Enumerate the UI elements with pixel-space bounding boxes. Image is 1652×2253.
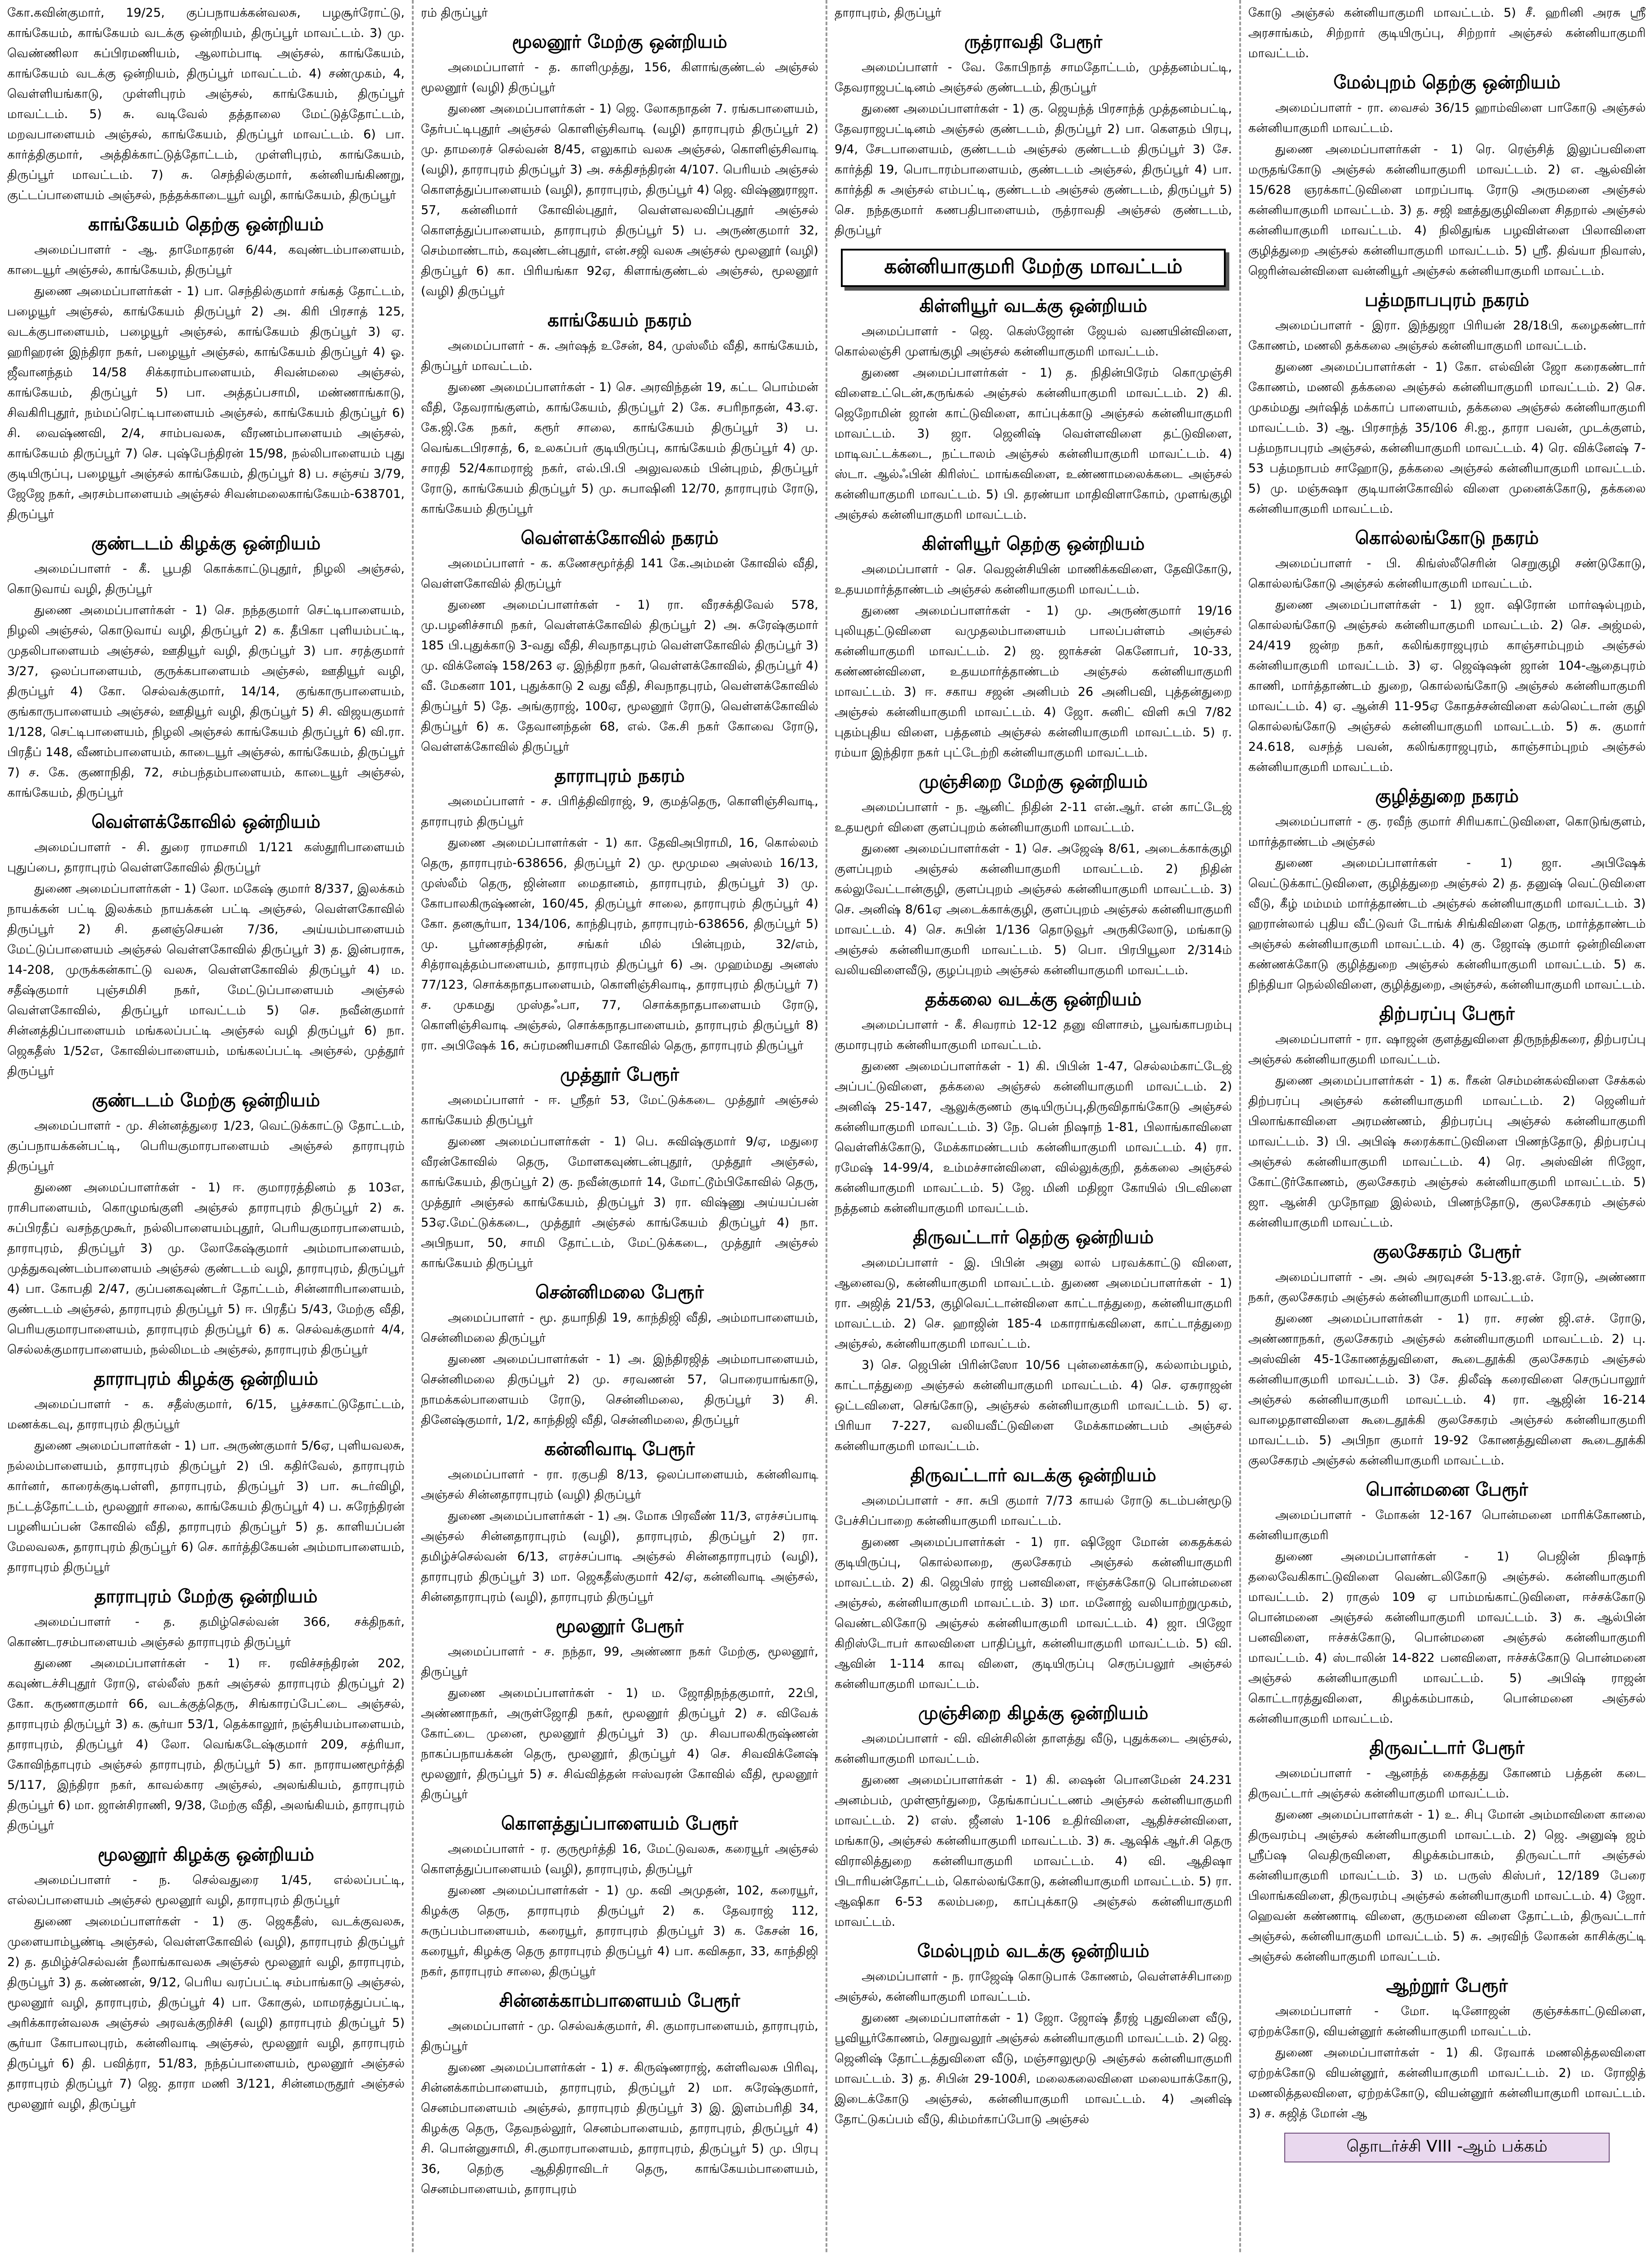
deputy-organizers-entry: துணை அமைப்பாளர்கள் - 1) ஜா. அபிஷேக் வெட்டுக்காட்டுவிளை, குழித்துறை அஞ்சல் 2) த. தனுஷ் வெட்டுவிளை வீடு, கீழ் மம்மம் மார்த்தாண்டம் அஞ்சல் கன்னியாகுமரி மாவட்டம். 3) ஹரான்லால் புதிய வீட்டுவர் டோங்க் சிங்கிவிளை தெரு, மார்த்தாண்டம் அஞ்சல் கன்னியாகுமரி மாவட்டம். 4) கு. ஜோஷ் குமார் ஒன்றிவிளை கண்ணக்கோடு குழித்துறை அஞ்சல் கன்னியாகுமரி மாவட்டம். 5) க. நிந்தியா நெல்லிவிளை, குழித்துறை, அஞ்சல், கன்னியாகுமரி மாவட்டம். <box>1248 856 1646 992</box>
section <box>835 31 1232 241</box>
deputy-organizers-entry: துணை அமைப்பாளர்கள் - 1) மு. அருண்குமார் 19/16 புலியுதட்டுவிளை வமுதலம்பாளையம் பாலப்பள்ளம் அஞ்சல் கன்னியாகுமரி மாவட்டம். 2) ஜ. ஜாக்சன் கெனோபர், 10-33, கண்ணன்விளை, உதயமார்த்தாண்டம் அஞ்சல் கன்னியாகுமரி மாவட்டம். 3) ஈ. சகாய சஜன் அனிபம் 26 அனிபவி, புத்தன்துறை அஞ்சல் கன்னியாகுமரி மாவட்டம். 4) ஜோ. சுனிட் விளி சுபி 7/82 புதம்புதிய விளை, பத்தனம் அஞ்சல் கன்னியாகுமரி மாவட்டம். 5) ர. ரம்யா இந்திரா நகர் புட்டேற்றி கன்னியாகுமரி மாவட்டம். <box>835 604 1232 760</box>
section-heading: பொன்மனை பேரூர் <box>1366 1479 1528 1500</box>
section-heading: குழித்துறை நகரம் <box>1375 786 1519 807</box>
section <box>835 989 1232 1218</box>
section <box>7 1090 405 1360</box>
deputy-organizers-entry: துணை அமைப்பாளர்கள் - 1) க. ரீகன் செம்மன்கல்விளை சேக்கல் திற்பரப்பு அஞ்சல் கன்னியாகுமரி மாவட்டம். 2) ஜெனியர் பிலாங்காவிளை அரமண்ணம், திற்பரப்பு அஞ்சல் கன்னியாகுமரி மாவட்டம். 3) பி. அபிஷ் சுரைக்காட்டுவிளை பிணந்தோடு, திற்பரப்பு அஞ்சல் கன்னியாகுமரி மாவட்டம். 4) ரெ. அஸ்வின் ரிஜோ, கோட்டூர்கோணம், குலசேகரம் அஞ்சல் கன்னியாகுமரி மாவட்டம். 5) ஜா. ஆன்சி முநோஹ இல்லம், பிணந்தோடு, குலசேகரம் அஞ்சல் கன்னியாகுமரி மாவட்டம். <box>1248 1074 1646 1230</box>
section <box>1248 1737 1646 1967</box>
organizer-entry: அமைப்பாளர் - த. தமிழ்செல்வன் 366, சக்திநகர், கொண்டரசம்பாளையம் அஞ்சல் தாராபுரம் திருப்பூர் <box>7 1615 405 1649</box>
section <box>1248 527 1646 777</box>
organizer-entry: அமைப்பாளர் - க. சதீஸ்குமார், 6/15, பூச்சகாட்டுதோட்டம், மணக்கடவு, தாராபுரம் திருப்பூர் <box>7 1397 405 1432</box>
organizer-entry: அமைப்பாளர் - கீ. பூபதி கொக்காட்டுபுதூர், நிழலி அஞ்சல், கொடுவாய் வழி, திருப்பூர் <box>7 562 405 596</box>
organizer-entry: அமைப்பாளர் - க. கணேசமூர்த்தி 141 கே.அம்மன் கோவில் வீதி, வெள்ளகோவில் திருப்பூர் <box>421 556 818 591</box>
deputy-organizers-entry: துணை அமைப்பாளர்கள் - 1) செ. அரவிந்தன் 19, கட்ட பொம்மன் வீதி, தேவராங்குளம், காங்கேயம், திருப்பூர் 2) கே. சபரிநாதன், 43.ஏ. கே.ஜி.கே நகர், கரூர் சாலை, காங்கேயம் திருப்பூர் 3) ப. வெங்கடபிரசாத், 6, உலகப்பர் குடியிருப்பு, காங்கேயம் திருப்பூர் 4) மு. சாரதி 52/4காமராஜ் நகர், எல்.பி.பி அலுவலகம் பின்புறம், திருப்பூர் ரோடு, காங்கேயம் திருப்பூர் 5) மு. சுபாஷினி 12/70, தாராபுரம் ரோடு, காங்கேயம் திருப்பூர் <box>421 380 819 516</box>
continued-text: கோ.கவின்குமார், 19/25, குப்பநாயக்கன்வலசு, பழசூர்ரோட்டு, காங்கேயம், காங்கேயம் வடக்கு ஒன்றியம், திருப்பூர் மாவட்டம். 3) மு. வெண்ணிலா சுப்பிரமணியம், ஆலாம்பாடி அஞ்சல், காங்கேயம், காங்கேயம் வடக்கு ஒன்றியம், திருப்பூர் மாவட்டம். 4) சண்முகம், 4, வெள்ளியங்காடு, முள்ளிபுரம் அஞ்சல், காங்கேயம், திருப்பூர் மாவட்டம். 5) சு. வடிவேல் தத்தாலை மேட்டுத்தோட்டம், மறவபாளையம் அஞ்சல், காங்கேயம், திருப்பூர் மாவட்டம். 6) பா. கார்த்திகுமார், அத்திக்காட்டுத்தோட்டம், முள்ளிபுரம், காங்கேயம், திருப்பூர் மாவட்டம். 7) சு. செந்தில்குமார், கன்னியங்கிணறு, குட்டப்பாளையம் அஞ்சல், நத்தக்காடையூர் வழி, காங்கேயம், திருப்பூர் <box>7 6 405 202</box>
organizer-entry: அமைப்பாளர் - மோ. டினோஜன் குஞ்சக்காட்டுவிளை, ஏற்றக்கோடு, வியன்னூர் கன்னியாகுமரி மாவட்டம். <box>1248 2004 1646 2039</box>
deputy-organizers-entry: துணை அமைப்பாளர்கள் - 1) ஈ. குமாரரத்தினம் த 103எ, ராசிபாளையம், கொழுமங்குளி அஞ்சல் தாராபுரம் திருப்பூர் 2) சு. சுப்பிரதீப் வசந்தமுகூர், நல்லிபாளையம்புதூர், பெரியகுமாரபாளையம், தாராபுரம், திருப்பூர் 3) மு. லோகேஷ்குமார் அம்மாபாளையம், முத்துகவுண்டம்பாளையம் அஞ்சல் குண்டடம் வழி, தாராபுரம், திருப்பூர் 4) பா. கோபதி 2/47, குப்பனகவுண்டர் தோட்டம், சின்னாரிபாளையம், குண்டடம் அஞ்சல், தாராபுரம் திருப்பூர் 5) ஈ. பிரதீப் 5/43, மேற்கு வீதி, பெரியகுமாரபாளையம், தாராபுரம் திருப்பூர் 6) க. செல்வக்குமார் 4/4, செல்லக்குமாரபாளையம், நல்லிமடம் அஞ்சல், தாராபுரம் திருப்பூர் <box>7 1181 405 1357</box>
section-heading: முஞ்சிறை கிழக்கு ஒன்றியம் <box>918 1703 1149 1724</box>
section-heading: கொல்லங்கோடு நகரம் <box>1355 528 1539 548</box>
section-heading: கிள்ளியூர் வடக்கு ஒன்றியம் <box>919 296 1147 316</box>
organizer-entry: அமைப்பாளர் - மு. சின்னத்துரை 1/23, வெட்டுக்காட்டு தோட்டம், குப்பநாயக்கன்பட்டி, பெரியகுமாரபாளையம் அஞ்சல் தாராபுரம் திருப்பூர் <box>7 1119 405 1173</box>
section <box>421 31 818 301</box>
section <box>835 771 1232 981</box>
deputy-organizers-entry: துணை அமைப்பாளர்கள் - 1) ரெ. ரெஞ்சித் இலுப்பவிளை மருதங்கோடு அஞ்சல் கன்னியாகுமரி மாவட்டம். 2) எ. ஆல்வின் 15/628 ஞரக்காட்டுவிளை மாறப்பாடி ரோடு அருமனை அஞ்சல் கன்னியாகுமரி மாவட்டம். 3) த. சஜி ஊத்துகுழிவிளை சிதறால் அஞ்சல் கன்னியாகுமரி மாவட்டம். 4) நிலிதுங்க பழவிள்ளை பிலாவிளை குழித்துறை அஞ்சல் கன்னியாகுமரி மாவட்டம். 5) ஸ்ரீ. திவ்யா நிவாஸ், ஜெரின்வன்விளை வன்னியூர் அஞ்சல் கன்னியாகுமரி மாவட்டம். <box>1248 142 1646 278</box>
section <box>421 1813 818 1982</box>
organizer-entry: அமைப்பாளர் - இரா. இந்துஜா பிரியன் 28/18பி, கழைகண்டார் கோணம், மணலி தக்கலை அஞ்சல் கன்னியாகுமரி மாவட்டம். <box>1248 319 1646 353</box>
deputy-organizers-entry: துணை அமைப்பாளர்கள் - 1) பா. அருண்குமார் 5/6ஏ, புளியவலசு, நல்லம்பாளையம், தாராபுரம் திருப்பூர் 2) பி. கதிர்வேல், தாராபுரம் கார்னர், காரைக்குடிபள்ளி, தாராபுரம், திருப்பூர் 3) பா. சுடர்விழி, நட்டத்தோட்டம், மூலனூர் சாலை, காங்கேயம் திருப்பூர் 4) ப. சுரேந்திரன் பழனியப்பன் கோவில் வீதி, தாராபுரம் திருப்பூர் 5) த. காளியப்பன் மேலவலசு, தாராபுரம் திருப்பூர் 6) செ. கார்த்திகேயன் அம்மாபாளையம், தாராபுரம் திருப்பூர் <box>7 1439 405 1574</box>
section <box>1248 785 1646 995</box>
section <box>835 533 1232 763</box>
column-separator <box>1239 0 1241 2253</box>
section-heading: குண்டடம் கிழக்கு ஒன்றியம் <box>91 533 321 554</box>
deputy-organizers-entry: துணை அமைப்பாளர்கள் - 1) செ. நந்தகுமார் செட்டிபாளையம், நிழலி அஞ்சல், கொடுவாய் வழி, திருப்பூர் 2) க. தீபிகா புளியம்பட்டி, முதலிபாளையம் அஞ்சல், ஊதியூர் வழி, திருப்பூர் 3) பா. சரத்குமார் 3/27, ஒலப்பாளையம், குருக்கபாளையம் அஞ்சல், ஊதியூர் வழி, திருப்பூர் 4) கோ. செல்வக்குமார், 14/14, குங்காருபாளையம், குங்காருபாளையம் அஞ்சல், ஊதியூர் வழி, திருப்பூர் 5) சி. விஜயகுமார் 1/128, செட்டிபாளையம், நிழலி அஞ்சல் காங்கேயம் திருப்பூர் 6) வி.ரா. பிரதீப் 148, வீணம்பாளையம், காடையூர் அஞ்சல், காங்கேயம், திருப்பூர் 7) ச. கே. குணாநிதி, 72, சம்பந்தம்பாளையம், காடையூர் அஞ்சல், காங்கேயம், திருப்பூர் <box>7 603 405 800</box>
section <box>835 1464 1232 1694</box>
organizer-entry: அமைப்பாளர் - ந. செல்வதுரை 1/45, எல்லப்பட்டி, எல்லப்பாளையம் அஞ்சல் மூலனூர் வழி, தாராபுரம் திருப்பூர் <box>7 1873 405 1907</box>
section-heading: கிள்ளியூர் தெற்கு ஒன்றியம் <box>922 534 1145 554</box>
section-heading: திருவட்டார் தெற்கு ஒன்றியம் <box>913 1227 1154 1248</box>
organizer-entry: அமைப்பாளர் - செ. வெஜன்சியின் மாணிக்கவிளை, தேவிகோடு, உதயமார்த்தாண்டம் அஞ்சல் கன்னியாகுமரி மாவட்டம். <box>835 562 1232 597</box>
deputy-organizers-entry: துணை அமைப்பாளர்கள் - 1) மு. கவி அமுதன், 102, கரையூர், கிழக்கு தெரு, தாராபுரம் திருப்பூர் 2) க. தேவராஜ் 112, சுருப்பம்பாளையம், கரையூர், தாராபுரம் திருப்பூர் 3) க. கேசன் 16, கரையூர், கிழக்கு தெரு தாராபுரம் திருப்பூர் 4) பா. கவிசுதா, 33, காந்திஜி நகர், தாராபுரம் சாலை, திருப்பூர் <box>421 1884 818 1979</box>
deputy-organizers-entry: துணை அமைப்பாளர்கள் - 1) த. நிதின்பிரேம் கொமுஞ்சி விளைஉட்டென்,கருங்கல் அஞ்சல் கன்னியாகுமரி மாவட்டம். 2) கி. ஜெறோமின் ஜான் காட்டுவிளை, காப்புக்காடு அஞ்சல் கன்னியாகுமரி மாவட்டம். 3) ஜா. ஜெனிஷ் வெள்ளவிளை தட்டுவிளை, மாடிவட்டக்கடை, நட்டாலம் அஞ்சல் கன்னியாகுமரி மாவட்டம். 4) ஸ்டா. ஆல்ஃபின் கிரிஸ்ட் மாங்கவிளை, உண்ணாமலைக்கடை அஞ்சல் கன்னியாகுமரி மாவட்டம். 5) பி. தரண்யா மாதிவிளாகோம், முளங்குழி அஞ்சல் கன்னியாகுமரி மாவட்டம். <box>835 366 1232 522</box>
organizer-entry: அமைப்பாளர் - ஈ. ஸ்ரீதர் 53, மேட்டுக்கடை முத்தூர் அஞ்சல் காங்கேயம் திருப்பூர் <box>421 1093 818 1127</box>
column-2 <box>418 0 821 2253</box>
district-banner: கன்னியாகுமரி மேற்கு மாவட்டம் <box>841 249 1226 287</box>
section <box>1248 289 1646 519</box>
section <box>421 1438 818 1607</box>
section-heading: முத்தூர் பேரூர் <box>560 1064 679 1085</box>
section <box>1248 1003 1646 1233</box>
column-1 <box>5 0 407 2253</box>
organizer-entry: அமைப்பாளர் - மோகன் 12-167 பொன்மனை மாரிக்கோணம், கன்னியாகுமரி <box>1248 1508 1646 1542</box>
section <box>1248 1975 1646 2124</box>
deputy-organizers-entry: துணை அமைப்பாளர்கள் - 1) கு. ஜெயந்த் பிரசாந்த் முத்தனம்பட்டி, தேவராஜபட்டினம் அஞ்சல் குண்டடம், திருப்பூர் 2) பா. கௌதம் பிரபு, 9/4, சேடபாளையம், குண்டடம் அஞ்சல் குண்டடம் திருப்பூர் 3) சே. கார்த்தி 19, பொடாரம்பாளையம், குண்டடம் அஞ்சல், திருப்பூர் 4) பா. கார்த்தி சு அஞ்சல் எம்பட்டி, குண்டடம் அஞ்சல் குண்டடம், திருப்பூர் 5) செ. நந்தகுமார் கணபதிபாளையம், ருத்ராவதி அஞ்சல் குண்டடம், திருப்பூர் <box>835 102 1232 237</box>
deputy-organizers-entry: துணை அமைப்பாளர்கள் - 1) ஈ. ரவிச்சந்திரன் 202, கவுண்டச்சிபுதூர் ரோடு, எல்லீஸ் நகர் அஞ்சல் தாராபுரம் திருப்பூர் 2) கோ. கருணாகுமார் 66, வடக்குத்தெரு, சிங்காரப்பேட்டை அஞ்சல், தாராபுரம் திருப்பூர் 3) க. சூர்யா 53/1, தெக்காலூர், நஞ்சியம்பாளையம், தாராபுரம், திருப்பூர் 4) லோ. வெங்கடேஷ்குமார் 209, சத்ரியா, கோவிந்தாபுரம் அஞ்சல் தாராபுரம், திருப்பூர் 5) கா. நாராயணமூர்த்தி 5/117, இந்திரா நகர், காவல்கார அஞ்சல், அலங்கியம், தாராபுரம் திருப்பூர் 6) மா. ஜான்சிராணி, 9/38, மேற்கு வீதி, அலங்கியம், தாராபுரம் திருப்பூர் <box>7 1656 405 1833</box>
organizer-entry: அமைப்பாளர் - ச. பிரித்திவிராஜ், 9, குமத்தெரு, கொளிஞ்சிவாடி, தாராபுரம் திருப்பூர் <box>421 794 818 829</box>
organizer-entry: அமைப்பாளர் - ரா. ரகுபதி 8/13, ஒலப்பாளையம், கன்னிவாடி அஞ்சல் சின்னதாராபுரம் (வழி) திருப்பூர் <box>421 1468 818 1502</box>
column-3 <box>832 0 1235 2253</box>
section-heading: குண்டடம் மேற்கு ஒன்றியம் <box>91 1090 320 1111</box>
organizer-entry: அமைப்பாளர் - ஆனந்த் கைதத்து கோணம் பத்தன் கடை திருவட்டார் அஞ்சல் கன்னியாகுமரி மாவட்டம். <box>1248 1766 1646 1801</box>
section-heading: ருத்ராவதி பேரூர் <box>964 32 1103 52</box>
continued-on-page-label: தொடர்ச்சி VIII -ஆம் பக்கம் <box>1284 2133 1610 2162</box>
section-heading: கொளத்துப்பாளையம் பேரூர் <box>501 1813 738 1834</box>
section-heading: மூலனூர் பேரூர் <box>555 1616 684 1637</box>
section-heading: வெள்ளக்கோவில் ஒன்றியம் <box>91 812 320 832</box>
section-heading: சின்னக்காம்பாளையம் பேரூர் <box>499 1990 740 2011</box>
organizer-entry: அமைப்பாளர் - சு. அர்ஷத் உசேன், 84, முஸ்லீம் வீதி, காங்கேயம், திருப்பூர் மாவட்டம். <box>421 339 818 373</box>
organizer-entry: அமைப்பாளர் - இ. பிபின் அனு லால் பரவக்காட்டு விளை, ஆனைவடு, கன்னியாகுமரி மாவட்டம். துணை அமைப்பாளர்கள் - 1) ரா. அஜித் 21/53, குழிவெட்டான்விளை காட்டாத்துறை, கன்னியாகுமரி மாவட்டம். 2) செ. ஹாஜின் 185-4 மகாராங்கவிளை, காட்டாத்துறை அஞ்சல், கன்னியாகுமரி மாவட்டம். <box>835 1256 1232 1351</box>
deputy-organizers-entry: துணை அமைப்பாளர்கள் - 1) பெ. சுவிஷ்குமார் 9/ஏ, மதுரை வீரன்கோவில் தெரு, மோளகவுண்டன்புதூர், முத்தூர் அஞ்சல், காங்கேயம், திருப்பூர் 2) கு. நவீன்குமார் 14, மோட்டூம்பிகோவில் தெரு, முத்தூர் அஞ்சல் காங்கேயம், திருப்பூர் 3) ரா. விஷ்ணு அய்யப்பன் 53ஏ.மேட்டுக்கடை, முத்தூர் அஞ்சல் காங்கேயம் திருப்பூர் 4) நா. அபிநயா, 50, சாமி தோட்டம், மேட்டுக்கடை, முத்தூர் அஞ்சல் காங்கேயம் திருப்பூர் <box>421 1135 818 1270</box>
deputy-organizers-entry: துணை அமைப்பாளர்கள் - 1) அ. மோக பிரவீண் 11/3, எரச்சப்பாடி அஞ்சல் சின்னதாராபுரம் (வழி), தாராபுரம், திருப்பூர் 2) ரா. தமிழ்ச்செல்வன் 6/13, எரச்சப்பாடி அஞ்சல் சின்னதாராபுரம் (வழி), தாராபுரம் திருப்பூர் 3) மா. ஜெகதீஸ்குமார் 42/ஏ, கன்னிவாடி அஞ்சல், சின்னதாராபுரம் (வழி), தாராபுரம் திருப்பூர் <box>421 1509 818 1604</box>
section <box>421 1990 818 2199</box>
organizer-entry: அமைப்பாளர் - சி. துரை ராமசாமி 1/121 கஸ்தூரிபாளையம் புதுப்பை, தாராபுரம் வெள்ளகோவில் திருப்பூர் <box>7 840 405 875</box>
deputy-organizers-entry: துணை அமைப்பாளர்கள் - 1) ரா. வீரசக்திவேல் 578, மு.பழனிச்சாமி நகர், வெள்ளக்கோவில் திருப்பூர் 2) அ. சுரேஷ்குமார் 185 பி.புதுக்காடு 3-வது வீதி, சிவநாதபுரம் வெள்ளகோவில் திருப்பூர் 3) மு. விக்னேஷ் 158/263 ஏ. இந்திரா நகர், வெள்ளக்கோவில், திருப்பூர் 4) வீ. மேகனா 101, புதுக்காடு 2 வது வீதி, சிவநாதபுரம், வெள்ளக்கோவில் திருப்பூர் 5) தே. அங்குராஜ், 100ஏ, மூலனூர் ரோடு, வெள்ளக்கோவில் திருப்பூர் 6) க. தேவானந்தன் 68, எல். கே.சி நகர் கோவை ரோடு, வெள்ளக்கோவில் திருப்பூர் <box>421 598 818 754</box>
section-heading: பத்மநாபபுரம் நகரம் <box>1364 290 1529 310</box>
section-heading: காங்கேயம் தெற்கு ஒன்றியம் <box>88 214 324 235</box>
section <box>1248 72 1646 281</box>
continued-text: ரம் திருப்பூர் <box>421 6 488 20</box>
organizer-entry: அமைப்பாளர் - ந. ராஜேஷ் கொடுபாக் கோணம், வெள்ளச்சிபாறை அஞ்சல், கன்னியாகுமரி மாவட்டம். <box>835 1970 1232 2004</box>
organizer-entry: அமைப்பாளர் - த. காளிமுத்து, 156, கிளாங்குண்டல் அஞ்சல் மூலனூர் (வழி) திருப்பூர் <box>421 60 818 95</box>
section <box>835 1702 1232 1932</box>
organizer-entry: அமைப்பாளர் - வி. வின்சிலின் தாளத்து வீடு, புதுக்கடை அஞ்சல், கன்னியாகுமரி மாவட்டம். <box>835 1732 1232 1766</box>
organizer-entry: அமைப்பாளர் - ரா. ஷாஜன் குளத்துவிளை திருநந்திகரை, திற்பரப்பு அஞ்சல் கன்னியாகுமரி மாவட்டம். <box>1248 1032 1646 1067</box>
deputy-organizers-entry: துணை அமைப்பாளர்கள் - 1) ஜா. ஷிரோன் மார்ஷல்புறம், கொல்லங்கோடு அஞ்சல் கன்னியாகுமரி மாவட்டம். 2) செ. அஜ்மல், 24/419 ஜன்ற நகர், கலிங்கராஜபுரம் காஞ்சாம்புறம் அஞ்சல் கன்னியாகுமரி மாவட்டம். 3) ஏ. ஜெஷ்ஷன் ஜான் 104-ஆதைபுரம் காணி, மார்த்தாண்டம் துறை, கொல்லங்கோடு அஞ்சல் கன்னியாகுமரி மாவட்டம். 4) ஏ. ஆன்சி 11-95ஏ கோதச்சன்விளை கல்லெட்டான் குழி கொல்லங்கோடு அஞ்சல் கன்னியாகுமரி மாவட்டம். 5) சு. குமார் 24.618, வசந்த் பவன், கலிங்கராஜபுரம், காஞ்சாம்புறம் அஞ்சல் கன்னியாகுமரி மாவட்டம். <box>1248 598 1646 774</box>
section-heading: மூலனூர் கிழக்கு ஒன்றியம் <box>97 1844 315 1865</box>
deputy-organizers-entry: துணை அமைப்பாளர்கள் - 1) கி. பிபின் 1-47, செல்லம்காட்டேஜ் அப்பட்டுவிளை, தக்கலை அஞ்சல் கன்னியாகுமரி மாவட்டம். 2) அனிஷ் 25-147, ஆலுக்குணம் குடியிருப்பு,திருவிதாங்கோடு அஞ்சல் கன்னியாகுமரி மாவட்டம். 3) நே. பென் நிஷாந் 1-81, பிலாங்காவிளை வெள்ளிக்கோடு, மேக்காமண்டபம் கன்னியாகுமரி மாவட்டம். 4) ரா. ரமேஷ் 14-99/4, உம்மச்சான்விளை, வில்லுக்குறி, தக்கலை அஞ்சல் கன்னியாகுமரி மாவட்டம். 5) ஜே. மினி மதிஜா கோயில் பிடவிளை நத்தனம் கன்னியாகுமரி மாவட்டம். <box>835 1059 1232 1215</box>
organizer-entry: அமைப்பாளர் - ர. குருமூர்த்தி 16, மேட்டுவலசு, கரையூர் அஞ்சல் கொளத்துப்பாளையம் (வழி), தாராபுரம், திருப்பூர் <box>421 1842 818 1876</box>
section <box>421 527 818 757</box>
continued-text: கோடு அஞ்சல் கன்னியாகுமரி மாவட்டம். 5) சீ. ஹரினி அரசு ஸ்ரீ அரசாங்கம், சிற்றார் குடியிருப்பு, சிற்றார் அஞ்சல் கன்னியாகுமரி மாவட்டம். <box>1248 6 1646 60</box>
section <box>421 310 818 519</box>
deputy-organizers-entry: துணை அமைப்பாளர்கள் - 1) ஜோ. ஜோஷ் தீரஜ் புதுவிளை வீடு, பூவியூர்கோணம், செறுவலூர் அஞ்சல் கன்னியாகுமரி மாவட்டம். 2) ஜெ. ஜெனிஷ் தோட்டத்துவிளை வீடு, மஞ்சாலுமூடு அஞ்சல் கன்னியாகுமரி மாவட்டம். 3) த. சிபின் 29-100சி, மலைகலைவிளை மலையாக்கோடு, இடைக்கோடு அஞ்சல், கன்னியாகுமரி மாவட்டம். 4) அனிஷ் தோட்டுகப்பம் வீடு, கிம்மர்காப்போடு அஞ்சல் <box>835 2011 1232 2126</box>
section <box>421 1282 818 1430</box>
continued-text: தாராபுரம், திருப்பூர் <box>835 6 941 20</box>
section <box>7 1368 405 1578</box>
organizer-entry: அமைப்பாளர் - ஜெ. கெஸ்ஜோன் ஜேயல் வணயின்விளை, கொல்லஞ்சி முளங்குழி அஞ்சல் கன்னியாகுமரி மாவட்டம். <box>835 324 1232 359</box>
deputy-organizers-entry: துணை அமைப்பாளர்கள் - 1) கா. தேவிஅபிராமி, 16, கொல்லம் தெரு, தாராபுரம்-638656, திருப்பூர் 2) மு. மூமுமல அஸ்லம் 16/13, முஸ்லீம் தெரு, ஜின்னா மைதானம், தாராபுரம், திருப்பூர் 3) மு. கோபாலகிருஷ்ணன், 160/45, திருப்பூர் சாலை, தாராபுரம் திருப்பூர் 4) கோ. தனசூர்யா, 134/106, காந்திபுரம், தாராபுரம்-638656, திருப்பூர் 5) மு. பூர்ணசந்திரன், சங்கர் மில் பின்புறம், 32/எம், சித்ராவுத்தம்பாளையம், தாராபுரம் திருப்பூர் 6) அ. முஹம்மது அனஸ் 77/123, சொக்கநாதபாளையம், கொளிஞ்சிவாடி, தாராபுரம் திருப்பூர் 7) ச. முகமது முஸ்தஃபா, 77, சொக்கநாதபாளையம் ரோடு, கொளிஞ்சிவாடி அஞ்சல், சொக்கநாதபாளையம், தாராபுரம் திருப்பூர் 8) ரா. அபிஷேக் 16, சுப்ரமணியசாமி கோவில் தெரு, தாராபுரம் திருப்பூர் <box>421 836 818 1053</box>
column-separator <box>412 0 414 2253</box>
deputy-organizers-entry: துணை அமைப்பாளர்கள் - 1) ரா. ஷிஜோ மோன் கைதக்கல் குடியிருப்பு, கொல்லாறை, குலசேகரம் அஞ்சல் கன்னியாகுமரி மாவட்டம். 2) கி. ஜெபிஸ் ராஜ் பனவிளை, ஈஞ்சக்கோடு பொன்மனை அஞ்சல், கன்னியாகுமரி மாவட்டம். 3) மா. மனோஜ் வலியாற்றுமுகம், வெண்டலிகோடு அஞ்சல் கன்னியாகுமரி மாவட்டம். 4) ஜா. பிஜோ கிறிஸ்டோபர் காலவிளை பாதிப்பூர், கன்னியாகுமரி மாவட்டம். 5) வி. ஆவின் 1-114 காவு விளை, குடியிருப்பு செருப்பலூர் அஞ்சல் கன்னியாகுமரி மாவட்டம். <box>835 1535 1232 1691</box>
deputy-organizers-entry: துணை அமைப்பாளர்கள் - 1) பா. செந்தில்குமார் சங்கத் தோட்டம், பழையூர் அஞ்சல், காங்கேயம் திருப்பூர் 2) அ. கிரி பிரசாத் 125, வடக்குபாளையம், பழையூர் அஞ்சல், காங்கேயம் திருப்பூர் 3) ஏ. ஹரிஹரன் இந்திரா நகர், பழையூர் அஞ்சல், காங்கேயம் திருப்பூர் 4) ஓ. ஜீவானந்தம் 14/58 சிக்கராம்பாளையம், சிவன்மலை அஞ்சல், காங்கேயம், திருப்பூர் 5) பா. அத்தப்பசாமி, மண்ணாங்காடு, சிவகிரிபுதூர், நம்மப்ரெட்டிபாளையம் அஞ்சல், காங்கேயம் திருப்பூர் 6) சி. வைஷ்ணவி, 2/4, சாம்பவலசு, வீரணம்பாளையம் அஞ்சல், காங்கேயம் திருப்பூர் 7) செ. புஷ்பேந்திரன் 15/98, நல்லிபாளையம் புது குடியிருப்பு, பழையூர் அஞ்சல் காங்கேயம், திருப்பூர் 8) ப. சஞ்சய் 3/79, ஜேஜே நகர், அரசம்பாளையம் அஞ்சல் சிவன்மலைகாங்கேயம்-638701, திருப்பூர் <box>7 284 405 521</box>
section <box>1248 1479 1646 1729</box>
section-heading: மேல்புறம் தெற்கு ஒன்றியம் <box>1333 72 1561 93</box>
section-heading: காங்கேயம் நகரம் <box>547 310 692 331</box>
deputy-organizers-entry: துணை அமைப்பாளர்கள் - 1) கு. ஜெகதீஸ், வடக்குவலசு, முளையாம்பூண்டி அஞ்சல், வெள்ளகோவில் (வழி), தாராபுரம் திருப்பூர் 2) த. தமிழ்ச்செல்வன் நீலாங்காவலசு அஞ்சல் மூலனூர் வழி, தாராபுரம், திருப்பூர் 3) த. கண்ணன், 9/12, பெரிய வரப்பட்டி சம்பாங்காடு அஞ்சல், மூலனூர் வழி, தாராபுரம், திருப்பூர் 4) பா. கோகுல், மாமரத்துப்பட்டி, அரிக்காரன்வலசு அஞ்சல் அரவக்குறிச்சி (வழி) தாராபுரம் திருப்பூர் 5) சூர்யா கோபாலபுரம், கன்னிவாடி அஞ்சல், மூலனூர் வழி, தாராபுரம் திருப்பூர் 6) தி. பவித்ரா, 51/83, நந்தப்பாளையம், மூலனூர் அஞ்சல் தாராபுரம் திருப்பூர் 7) ஜெ. தாரா மணி 3/121, சின்னமருதூர் அஞ்சல் மூலனூர் வழி, திருப்பூர் <box>7 1915 405 2111</box>
section-heading: சென்னிமலை பேரூர் <box>535 1282 704 1303</box>
deputy-organizers-entry: துணை அமைப்பாளர்கள் - 1) ஜெ. லோகநாதன் 7. ரங்கபாளையம், தேர்பட்டிபுதூர் அஞ்சல் கொளிஞ்சிவாடி (வழி) தாராபுரம் திருப்பூர் 2) மு. தாமரைச் செல்வன் 8/45, எலுகாம் வலசு அஞ்சல், கொளிஞ்சிவாடி (வழி), தாராபுரம் திருப்பூர் 3) அ. சக்திசந்திரன் 4/107. பெரியம் அஞ்சல் கொளத்துப்பாளையம் (வழி), தாராபுரம், திருப்பூர் 4) ஜெ. விஷ்ணுராஜா. 57, கன்னிமார் கோவில்புதூர், வெள்ளவலவிப்புதூர் அஞ்சல் கொளத்துப்பாளையம், தாராபுரம் திருப்பூர் 5) ப. அருண்குமார் 32, செம்மாண்டாம், கவுண்டன்புதூர், என்.சஜி வலசு அஞ்சல் மூலனூர் (வழி) திருப்பூர் 6) கா. பிரியங்கா 92ஏ, கிளாங்குண்டல் அஞ்சல், மூலனூர் (வழி) திருப்பூர் <box>421 102 818 298</box>
organizer-entry: அமைப்பாளர் - ரா. வைசல் 36/15 ஹாம்விளை பாகோடு அஞ்சல் கன்னியாகுமரி மாவட்டம். <box>1248 101 1646 135</box>
section <box>835 295 1232 525</box>
section-heading: குலசேகரம் பேரூர் <box>1373 1241 1521 1262</box>
deputy-organizers-entry: துணை அமைப்பாளர்கள் - 1) லோ. மகேஷ் குமார் 8/337, இலக்கம் நாயக்கன் பட்டி இலக்கம் நாயக்கன் பட்டி அஞ்சல், வெள்ளகோவில் திருப்பூர் 2) சி. தனஞ்செயன் 7/36, அய்யம்பாளையம் மேட்டுப்பாளையம் அஞ்சல் வெள்ளகோவில் திருப்பூர் 3) த. இன்பராசு, 14-208, முருக்கன்காட்டு வலசு, வெள்ளகோவில் திருப்பூர் 4) ம. சதீஷ்குமார் புஞ்சமிசி நகர், மேட்டுப்பாளையம் அஞ்சல் வெள்ளகோவில், திருப்பூர் மாவட்டம் 5) செ. நவீன்குமார் சின்னத்திப்பாளையம் மங்கலப்பட்டி அஞ்சல் வழி திருப்பூர் 6) நா. ஜெகதீஸ் 1/52எ, கோவில்பாளையம், மங்கலப்பட்டி அஞ்சல், முத்தூர் திருப்பூர் <box>7 882 405 1078</box>
deputy-organizers-entry: துணை அமைப்பாளர்கள் - 1) ம. ஜோதிநந்தகுமார், 22பி, அண்ணாநகர், அருள்ஜோதி நகர், மூலனூர் திருப்பூர் 2) ச. விவேக் கோட்டை முனை, மூலனூர் திருப்பூர் 3) மு. சிவபாலகிருஷ்ணன் நாகப்பநாயக்கன் தெரு, மூலனூர், திருப்பூர் 4) செ. சிவவிக்னேஷ் மூலனூர், திருப்பூர் 5) ச. சிவ்வித்தன் ஈஸ்வரன் கோவில் வீதி, மூலனூர் திருப்பூர் <box>421 1686 818 1801</box>
section-heading: திருவட்டார் பேரூர் <box>1369 1738 1525 1758</box>
section-heading: கன்னிவாடி பேரூர் <box>544 1439 695 1459</box>
column-separator <box>826 0 827 2253</box>
deputy-organizers-entry: துணை அமைப்பாளர்கள் - 1) ரா. சரண் ஜி.எச். ரோடு, அண்ணாநகர், குலசேகரம் அஞ்சல் கன்னியாகுமரி மாவட்டம். 2) பு. அஸ்வின் 45-1கோணத்துவிளை, கூடைதூக்கி குலசேகரம் அஞ்சல் கன்னியாகுமரி மாவட்டம். 3) சே. திலீஷ் கரைவிளை செருப்பாலூர் அஞ்சல் கன்னியாகுமரி மாவட்டம். 4) ரா. ஆஜின் 16-214 வாழைதாளவிளை கூடைதூக்கி குலசேகரம் அஞ்சல் கன்னியாகுமரி மாவட்டம். 5) அபிநா குமார் 19-92 கோணத்துவிளை கூடைதூக்கி குலசேகரம் அஞ்சல் கன்னியாகுமரி மாவட்டம். <box>1248 1312 1646 1468</box>
section <box>835 1227 1232 1456</box>
section <box>421 1064 818 1273</box>
section <box>7 1586 405 1836</box>
section-heading: மூலனூர் மேற்கு ஒன்றியம் <box>512 32 727 52</box>
deputy-organizers-entry: துணை அமைப்பாளர்கள் - 1) அ. இந்திரஜித் அம்மாபாளையம், சென்னிமலை திருப்பூர் 2) மு. சரவணன் 57, பொரையாங்காடு, நாமக்கல்பாளையம் ரோடு, சென்னிமலை, திருப்பூர் 3) சி. தினேஷ்குமார், 1/2, காந்திஜி வீதி, சென்னிமலை, திருப்பூர் <box>421 1352 818 1427</box>
column-4 <box>1246 0 1648 2253</box>
section <box>7 1844 405 2114</box>
organizer-entry: அமைப்பாளர் - கீ. சிவராம் 12-12 தனு விளாசம், பூவங்காபறம்பு குமாரபுரம் கன்னியாகுமரி மாவட்டம். <box>835 1018 1232 1052</box>
section-heading: தாராபுரம் நகரம் <box>554 766 685 786</box>
section <box>421 765 818 1056</box>
section <box>835 1940 1232 2130</box>
organizer-entry: அமைப்பாளர் - ந. ஆனிட் நிதின் 2-11 என்.ஆர். என் காட்டேஜ் உதயமூர் விளை குளப்புறம் கன்னியாகுமரி மாவட்டம். <box>835 800 1232 835</box>
deputy-organizers-entry: துணை அமைப்பாளர்கள் - 1) உ. சிபு மோன் அம்மாவிளை காலை திருவரம்பு அஞ்சல் கன்னியாகுமரி மாவட்டம். 2) ஜெ. அனுஷ் ஜம் ஸ்ரீப்ஷ வெதிருவிளை, கிழக்கம்பாகம், திருவட்டார் அஞ்சல் கன்னியாகுமரி மாவட்டம். 3) ம. பருஸ் கிஸ்பா், 12/189 பேரை பிலாங்கவிளை, திருவரம்பு அஞ்சல் கன்னியாகுமரி மாவட்டம். 4) ஜோ. ஹெவன் கண்ணாடி விளை, குருமனை விளை தோட்டம், திருவட்டார் அஞ்சல், கன்னியாகுமரி மாவட்டம். 5) சு. அரவிந் லோகன் காசிக்குட்டி அஞ்சல் கன்னியாகுமரி மாவட்டம். <box>1248 1808 1646 1964</box>
deputy-organizers-entry: துணை அமைப்பாளர்கள் - 1) ச. கிருஷ்ணராஜ், கள்ளிவலசு பிரிவு, சின்னக்காம்பாளையம், தாராபுரம், திருப்பூர் 2) மா. சுரேஷ்குமார், செனம்பாளையம் அஞ்சல், தாராபுரம் திருப்பூர் 3) இ. இளம்பரிதி 34, கிழக்கு தெரு, தேவநல்லூர், செனம்பாளையம், தாராபுரம், திருப்பூர் 4) சி. பொன்னுசாமி, சி.குமாரபாளையம், தாராபுரம், திருப்பூர் 5) மு. பிரபு 36, தெற்கு ஆதிதிராவிடர் தெரு, காங்கேயம்பாளையம், செனம்பாளையம், தாராபுரம் <box>421 2061 818 2196</box>
organizer-entry: அமைப்பாளர் - அ. அல் அரவுசன் 5-13.ஐ.எச். ரோடு, அண்ணா நகர், குலசேகரம் அஞ்சல் கன்னியாகுமரி மாவட்டம். <box>1248 1270 1646 1304</box>
section-heading: திற்பரப்பு பேரூர் <box>1379 1003 1515 1024</box>
deputy-organizers-entry: 3) செ. ஜெபின் பிரின்ஸோ 10/56 புன்னைக்காடு, கல்லாம்பழம், காட்டாத்துறை அஞ்சல் கன்னியாகுமரி மாவட்டம். 4) செ. ஏசுராஜன் ஒட்டவிளை, செங்கோடு, அஞ்சல் கன்னியாகுமரி மாவட்டம். 5) ஏ. பிரியா 7-227, வலியவீட்டுவிளை மேக்காமண்டபம் அஞ்சல் கன்னியாகுமரி மாவட்டம். <box>835 1358 1232 1453</box>
deputy-organizers-entry: துணை அமைப்பாளர்கள் - 1) கி. ரேவாக் மணலித்தலவிளை ஏற்றக்கோடு வியன்னூர், கன்னியாகுமரி மாவட்டம். 2) ம. ரோஜித் மணலித்தலவிளை, ஏற்றக்கோடு, வியன்னூர் கன்னியாகுமரி மாவட்டம். 3) ச. சுஜித் மோன் ஆ <box>1248 2046 1646 2121</box>
section-heading: தாராபுரம் கிழக்கு ஒன்றியம் <box>93 1368 319 1389</box>
section-heading: வெள்ளக்கோவில் நகரம் <box>520 528 719 548</box>
organizer-entry: அமைப்பாளர் - மூ. தயாநிதி 19, காந்திஜி வீதி, அம்மாபாளையம், சென்னிமலை திருப்பூர் <box>421 1311 818 1345</box>
deputy-organizers-entry: துணை அமைப்பாளர்கள் - 1) கி. ஷைன் பொனமேன் 24.231 அனம்பம், முள்ளூர்துறை, தேங்காப்பட்டணம் அஞ்சல் கன்னியாகுமரி மாவட்டம். 2) எஸ். ஜீனஸ் 1-106 உதிர்விளை, ஆதிச்சன்விளை, மங்காடு, அஞ்சல் கன்னியாகுமரி மாவட்டம். 3) சு. ஆஷிக் ஆர்.சி தெரு விராலித்துறை கன்னியாகுமரி மாவட்டம். 4) வி. ஆதிஷா பிடாரியன்தோட்டம், கொல்லங்கோடு, கன்னியாகுமரி மாவட்டம். 5) ரா. ஆஷிகா 6-53 கலம்பறை, காப்புக்காடு அஞ்சல் கன்னியாகுமரி மாவட்டம். <box>835 1773 1232 1929</box>
organizer-entry: அமைப்பாளர் - ஆ. தாமோதரன் 6/44, கவுண்டம்பாளையம், காடையூர் அஞ்சல், காங்கேயம், திருப்பூர் <box>7 243 405 277</box>
organizer-entry: அமைப்பாளர் - வே. கோபிநாத் சாமதோட்டம், முத்தனம்பட்டி, தேவராஜபட்டினம் அஞ்சல் குண்டடம், திருப்பூர் <box>835 60 1232 95</box>
organizer-entry: அமைப்பாளர் - பி. கிங்ஸ்லீசெரின் செறுகுழி சண்டுகோடு, கொல்லங்கோடு அஞ்சல் கன்னியாகுமரி மாவட்டம். <box>1248 556 1646 591</box>
section <box>421 1615 818 1805</box>
deputy-organizers-entry: துணை அமைப்பாளர்கள் - 1) செ. அஜேஷ் 8/61, அடைக்காக்குழி குளப்புறம் அஞ்சல் கன்னியாகுமரி மாவட்டம். 2) நிதின் கல்லுவேட்டான்குழி, குளப்புறம் அஞ்சல் கன்னியாகுமரி மாவட்டம். 3) செ. அனிஷ் 8/61ஏ அடைக்காக்குழி, குளப்புறம் அஞ்சல் கன்னியாகுமரி மாவட்டம். 4) செ. சுபின் 1/136 தொடுவூர் அருகிலோடு, மங்காடு அஞ்சல் கன்னியாகுமரி மாவட்டம். 5) பொ. பிரபியூலா 2/314ம் வலியவிளைவீடு, குழப்புறம் அஞ்சல் கன்னியாகுமரி மாவட்டம். <box>835 842 1232 977</box>
organizer-entry: அமைப்பாளர் - ச. நந்தா, 99, அண்ணா நகர் மேற்கு, மூலனூர், திருப்பூர் <box>421 1645 818 1679</box>
section-heading: தக்கலை வடக்கு ஒன்றியம் <box>925 989 1142 1010</box>
section <box>7 533 405 803</box>
section <box>1248 1241 1646 1471</box>
section-heading: மேல்புறம் வடக்கு ஒன்றியம் <box>917 1941 1150 1961</box>
organizer-entry: அமைப்பாளர் - சா. சுபி குமார் 7/73 காயல் ரோடு கடம்பன்மூடு பேச்சிப்பாறை கன்னியாகுமரி மாவட்டம். <box>835 1494 1232 1528</box>
organizer-entry: அமைப்பாளர் - கு. ரவீந் குமார் சிரியகாட்டுவிளை, கொடுங்குளம், மார்த்தாண்டம் அஞ்சல் <box>1248 815 1646 849</box>
section-heading: ஆற்றூர் பேரூர் <box>1386 1975 1508 1996</box>
section-heading: தாராபுரம் மேற்கு ஒன்றியம் <box>94 1586 318 1607</box>
organizer-entry: அமைப்பாளர் - மு. செல்வக்குமார், சி. குமாரபாளையம், தாராபுரம், திருப்பூர் <box>421 2019 818 2053</box>
section <box>7 811 405 1081</box>
section-heading: திருவட்டார் வடக்கு ஒன்றியம் <box>910 1465 1156 1486</box>
deputy-organizers-entry: துணை அமைப்பாளர்கள் - 1) கோ. எல்வின் ஜோ கரைகண்டார் கோணம், மணலி தக்கலை அஞ்சல் கன்னியாகுமரி மாவட்டம். 2) செ. முகம்மது அர்ஷித் மக்காப் பாளையம், தக்கலை அஞ்சல் கன்னியாகுமரி மாவட்டம். 3) ஆ. பிரசாந்த் 35/106 சி.ஐ., தாரா பவன், முடக்குளம், பத்மநாபபுரம் அஞ்சல், கன்னியாகுமரி மாவட்டம். 4) ரெ. விக்னேஷ் 7-53 பத்மநாபம் சாஹோடு, தக்கலை அஞ்சல் கன்னியாகுமரி மாவட்டம். 5) மு. மஞ்சுஷா குடியான்கோவில் விளை முனைக்கோடு, தக்கலை கன்னியாகுமரி மாவட்டம். <box>1248 360 1646 516</box>
section <box>7 214 405 524</box>
section-heading: முஞ்சிறை மேற்கு ஒன்றியம் <box>919 771 1148 792</box>
deputy-organizers-entry: துணை அமைப்பாளர்கள் - 1) பெஜின் நிஷாந் தலைவேகிகாட்டுவிளை வெண்டலிகோடு அஞ்சல். கன்னியாகுமரி மாவட்டம். 2) ராகுல் 109 ஏ பாம்மங்காட்டுவிளை, ஈச்சக்கோடு பொன்மனை அஞ்சல் கன்னியாகுமரி மாவட்டம். 3) சு. ஆல்பின் பனவிளை, ஈச்சக்கோடு, பொன்மனை அஞ்சல் கன்னியாகுமரி மாவட்டம். 4) ஸ்டாலின் 14-822 பனவிளை, ஈச்சக்கோடு பொன்மனை அஞ்சல் கன்னியாகுமரி மாவட்டம். 5) அபிஷ் ராஜன் கொட்டாரத்துவிளை, கிழக்கம்பாகம், பொன்மனை அஞ்சல் கன்னியாகுமரி மாவட்டம். <box>1248 1550 1646 1726</box>
